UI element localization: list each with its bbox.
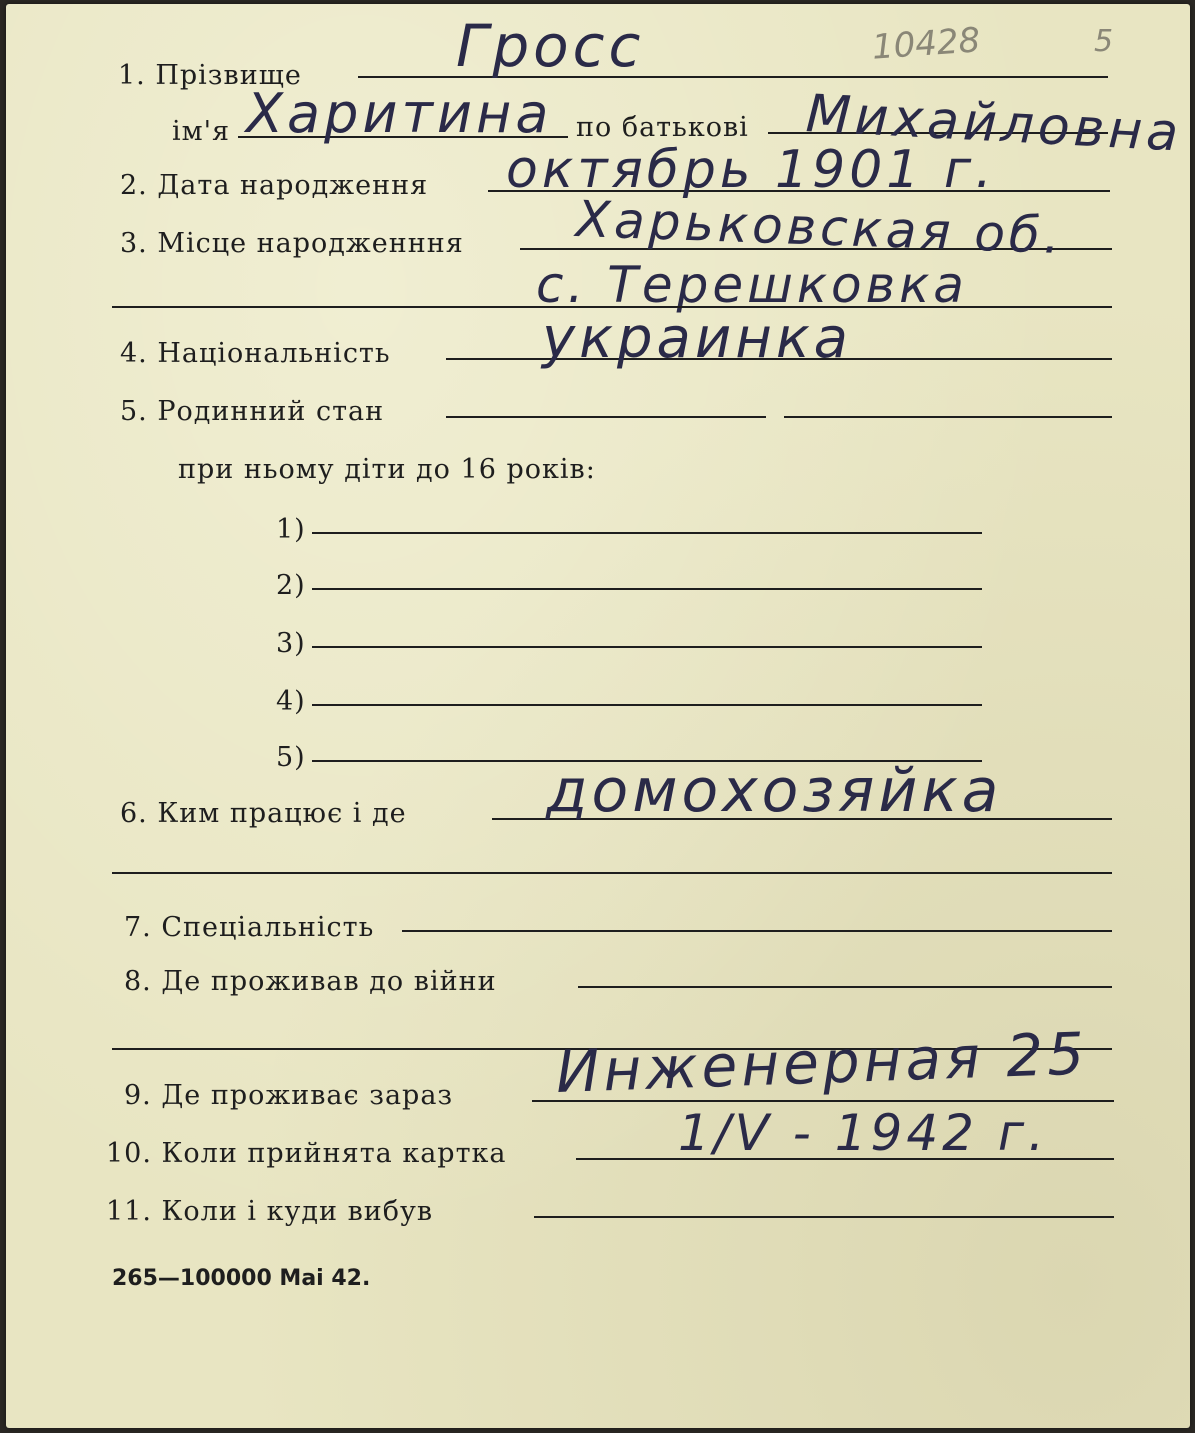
field-prewar-residence-line xyxy=(578,986,1112,988)
field-firstname-label: ім'я xyxy=(172,116,231,147)
field-marital-line-1 xyxy=(446,416,766,418)
field-birthdate-label: 2. Дата народження xyxy=(120,170,429,201)
printer-mark: 265—100000 Mai 42. xyxy=(112,1266,371,1291)
field-card-accepted-label: 10. Коли прийнята картка xyxy=(106,1138,507,1169)
children-label: при ньому діти до 16 років: xyxy=(178,454,596,485)
corner-mark: 5 xyxy=(1094,24,1114,59)
field-birthplace-label: 3. Місце народженння xyxy=(120,228,464,259)
field-speciality-label: 7. Спеціальність xyxy=(124,912,375,943)
field-card-accepted-value: 1/V - 1942 г. xyxy=(678,1104,1048,1162)
child-4-line xyxy=(312,704,982,706)
field-birthplace-value-2: с. Терешковка xyxy=(536,256,968,314)
child-3-label: 3) xyxy=(276,628,306,659)
field-surname-label: 1. Прізвище xyxy=(118,60,302,91)
field-prewar-residence-label: 8. Де проживав до війни xyxy=(124,966,497,997)
child-3-line xyxy=(312,646,982,648)
child-1-label: 1) xyxy=(276,514,306,545)
field-occupation-label: 6. Ким працює і де xyxy=(120,798,407,829)
child-1-line xyxy=(312,532,982,534)
child-2-label: 2) xyxy=(276,570,306,601)
field-firstname-value: Харитина xyxy=(246,82,553,145)
child-4-label: 4) xyxy=(276,686,306,717)
field-departure-line xyxy=(534,1216,1114,1218)
field-marital-line-2 xyxy=(784,416,1112,418)
field-current-residence-label: 9. Де проживає зараз xyxy=(124,1080,454,1111)
field-marital-label: 5. Родинний стан xyxy=(120,396,385,427)
field-surname-value: Гросс xyxy=(456,12,645,80)
field-patronymic-label: по батькові xyxy=(576,112,749,143)
field-nationality-label: 4. Національність xyxy=(120,338,391,369)
field-speciality-line xyxy=(402,930,1112,932)
field-nationality-value: украинка xyxy=(542,306,852,371)
registration-card xyxy=(6,4,1190,1428)
child-2-line xyxy=(312,588,982,590)
field-patronymic-value: Михайловна xyxy=(804,84,1184,164)
field-birthdate-value: октябрь 1901 г. xyxy=(506,140,996,200)
field-current-residence-value: Инженерная 25 xyxy=(554,1019,1090,1106)
field-birthplace-value-1: Харьковская об. xyxy=(574,190,1065,266)
field-occupation-line-2 xyxy=(112,872,1112,874)
field-occupation-value: домохозяйка xyxy=(546,756,1003,826)
card-number: 10428 xyxy=(870,20,982,68)
field-departure-label: 11. Коли і куди вибув xyxy=(106,1196,434,1227)
child-5-label: 5) xyxy=(276,742,306,773)
